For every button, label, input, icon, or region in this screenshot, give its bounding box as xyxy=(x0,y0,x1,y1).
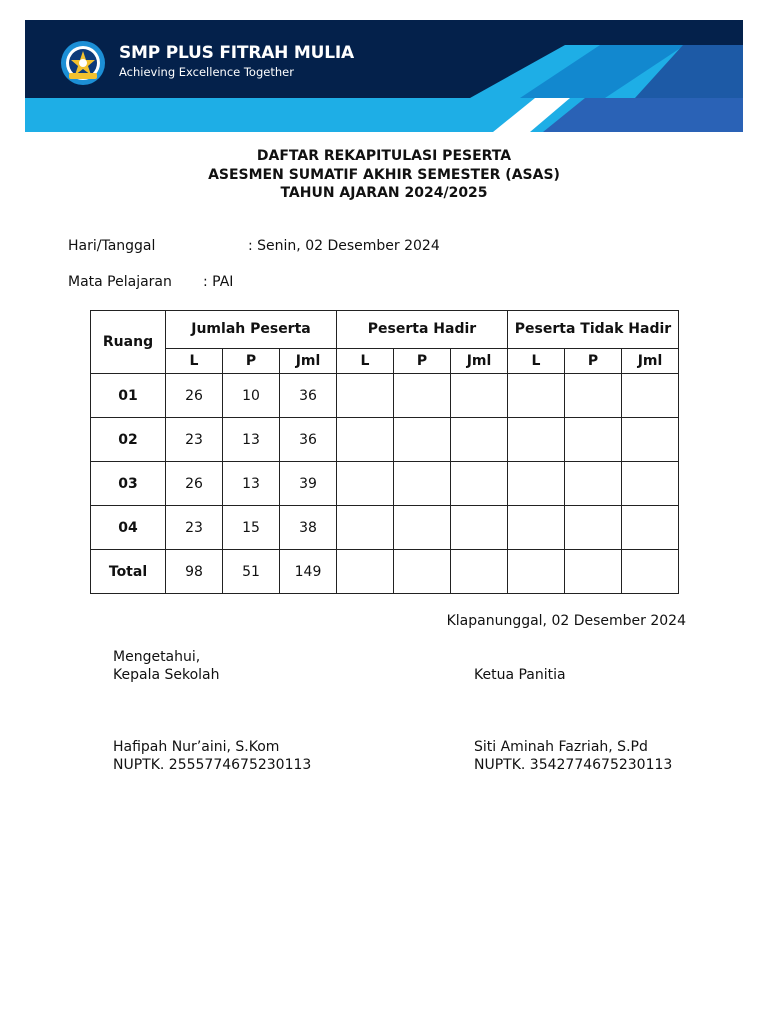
total-l-cell: 98 xyxy=(166,550,223,594)
subheader-l: L xyxy=(508,349,565,374)
jumlah-jml-cell: 38 xyxy=(280,506,337,550)
left-role: Kepala Sekolah xyxy=(113,667,220,683)
title-line-2: ASESMEN SUMATIF AKHIR SEMESTER (ASAS) xyxy=(208,166,560,183)
subheader-p: P xyxy=(223,349,280,374)
hadir-p-cell xyxy=(394,374,451,418)
tidak-hadir-p-cell xyxy=(565,550,622,594)
table-row xyxy=(91,418,679,462)
total-p-cell: 51 xyxy=(223,550,280,594)
title-line-3: TAHUN AJARAN 2024/2025 xyxy=(280,185,488,201)
table-subheader-row xyxy=(91,349,679,374)
subheader-jml: Jml xyxy=(622,349,679,374)
jumlah-l-cell: 26 xyxy=(166,462,223,506)
jumlah-l-cell: 23 xyxy=(166,506,223,550)
jumlah-p-cell: 15 xyxy=(223,506,280,550)
jumlah-p-cell: 13 xyxy=(223,418,280,462)
jumlah-l-cell: 26 xyxy=(166,374,223,418)
subheader-p: P xyxy=(565,349,622,374)
tidak-hadir-l-cell xyxy=(508,418,565,462)
right-id: NUPTK. 3542774675230113 xyxy=(474,757,673,773)
tidak-hadir-jml-cell xyxy=(622,550,679,594)
tidak-hadir-jml-cell xyxy=(622,374,679,418)
table-row xyxy=(91,374,679,418)
tidak-hadir-jml-cell xyxy=(622,462,679,506)
hadir-jml-cell xyxy=(451,374,508,418)
tidak-hadir-p-cell xyxy=(565,374,622,418)
left-greeting: Mengetahui, xyxy=(113,649,201,665)
total-jml-cell: 149 xyxy=(280,550,337,594)
document-title xyxy=(0,147,768,203)
date-value: : Senin, 02 Desember 2024 xyxy=(248,238,440,254)
jumlah-l-cell: 23 xyxy=(166,418,223,462)
hadir-l-cell xyxy=(337,462,394,506)
left-signatory-block xyxy=(113,648,220,684)
hadir-l-cell xyxy=(337,418,394,462)
hadir-p-cell xyxy=(394,418,451,462)
tidak-hadir-l-cell xyxy=(508,462,565,506)
table-row xyxy=(91,462,679,506)
subheader-jml: Jml xyxy=(280,349,337,374)
recap-table xyxy=(90,310,679,594)
subheader-p: P xyxy=(394,349,451,374)
place-date: Klapanunggal, 02 Desember 2024 xyxy=(446,613,686,629)
subject-label: Mata Pelajaran xyxy=(68,274,172,290)
left-signatory-name-block xyxy=(113,738,311,774)
hadir-jml-cell xyxy=(451,418,508,462)
header-peserta-tidak-hadir: Peserta Tidak Hadir xyxy=(508,311,679,349)
room-cell: 03 xyxy=(91,462,166,506)
jumlah-p-cell: 13 xyxy=(223,462,280,506)
subheader-jml: Jml xyxy=(451,349,508,374)
room-cell: 04 xyxy=(91,506,166,550)
jumlah-p-cell: 10 xyxy=(223,374,280,418)
hadir-jml-cell xyxy=(451,550,508,594)
school-logo-icon xyxy=(60,40,106,86)
hadir-l-cell xyxy=(337,374,394,418)
title-line-1: DAFTAR REKAPITULASI PESERTA xyxy=(256,148,512,164)
total-label-cell: Total xyxy=(91,550,166,594)
tidak-hadir-l-cell xyxy=(508,506,565,550)
tidak-hadir-jml-cell xyxy=(622,506,679,550)
header-ruang: Ruang xyxy=(91,311,166,374)
header-banner xyxy=(25,20,743,132)
table-row xyxy=(91,506,679,550)
jumlah-jml-cell: 36 xyxy=(280,418,337,462)
jumlah-jml-cell: 39 xyxy=(280,462,337,506)
subheader-l: L xyxy=(166,349,223,374)
school-name: SMP PLUS FITRAH MULIA xyxy=(119,43,354,63)
room-cell: 02 xyxy=(91,418,166,462)
right-signatory-name-block xyxy=(474,738,672,774)
hadir-l-cell xyxy=(337,550,394,594)
hadir-p-cell xyxy=(394,550,451,594)
hadir-p-cell xyxy=(394,506,451,550)
room-cell: 01 xyxy=(91,374,166,418)
subheader-l: L xyxy=(337,349,394,374)
hadir-p-cell xyxy=(394,462,451,506)
tidak-hadir-p-cell xyxy=(565,418,622,462)
tidak-hadir-l-cell xyxy=(508,374,565,418)
table-total-row xyxy=(91,550,679,594)
tidak-hadir-jml-cell xyxy=(622,418,679,462)
header-peserta-hadir: Peserta Hadir xyxy=(337,311,508,349)
jumlah-jml-cell: 36 xyxy=(280,374,337,418)
school-tagline: Achieving Excellence Together xyxy=(119,65,294,79)
right-role: Ketua Panitia xyxy=(474,667,566,683)
left-name: Hafipah Nur’aini, S.Kom xyxy=(113,739,280,755)
right-name: Siti Aminah Fazriah, S.Pd xyxy=(474,739,648,755)
header-jumlah-peserta: Jumlah Peserta xyxy=(166,311,337,349)
tidak-hadir-l-cell xyxy=(508,550,565,594)
hadir-jml-cell xyxy=(451,462,508,506)
table-header-row xyxy=(91,311,679,349)
left-id: NUPTK. 2555774675230113 xyxy=(113,757,312,773)
tidak-hadir-p-cell xyxy=(565,506,622,550)
hadir-l-cell xyxy=(337,506,394,550)
hadir-jml-cell xyxy=(451,506,508,550)
subject-value: : PAI xyxy=(203,274,234,290)
tidak-hadir-p-cell xyxy=(565,462,622,506)
date-label: Hari/Tanggal xyxy=(68,238,156,254)
